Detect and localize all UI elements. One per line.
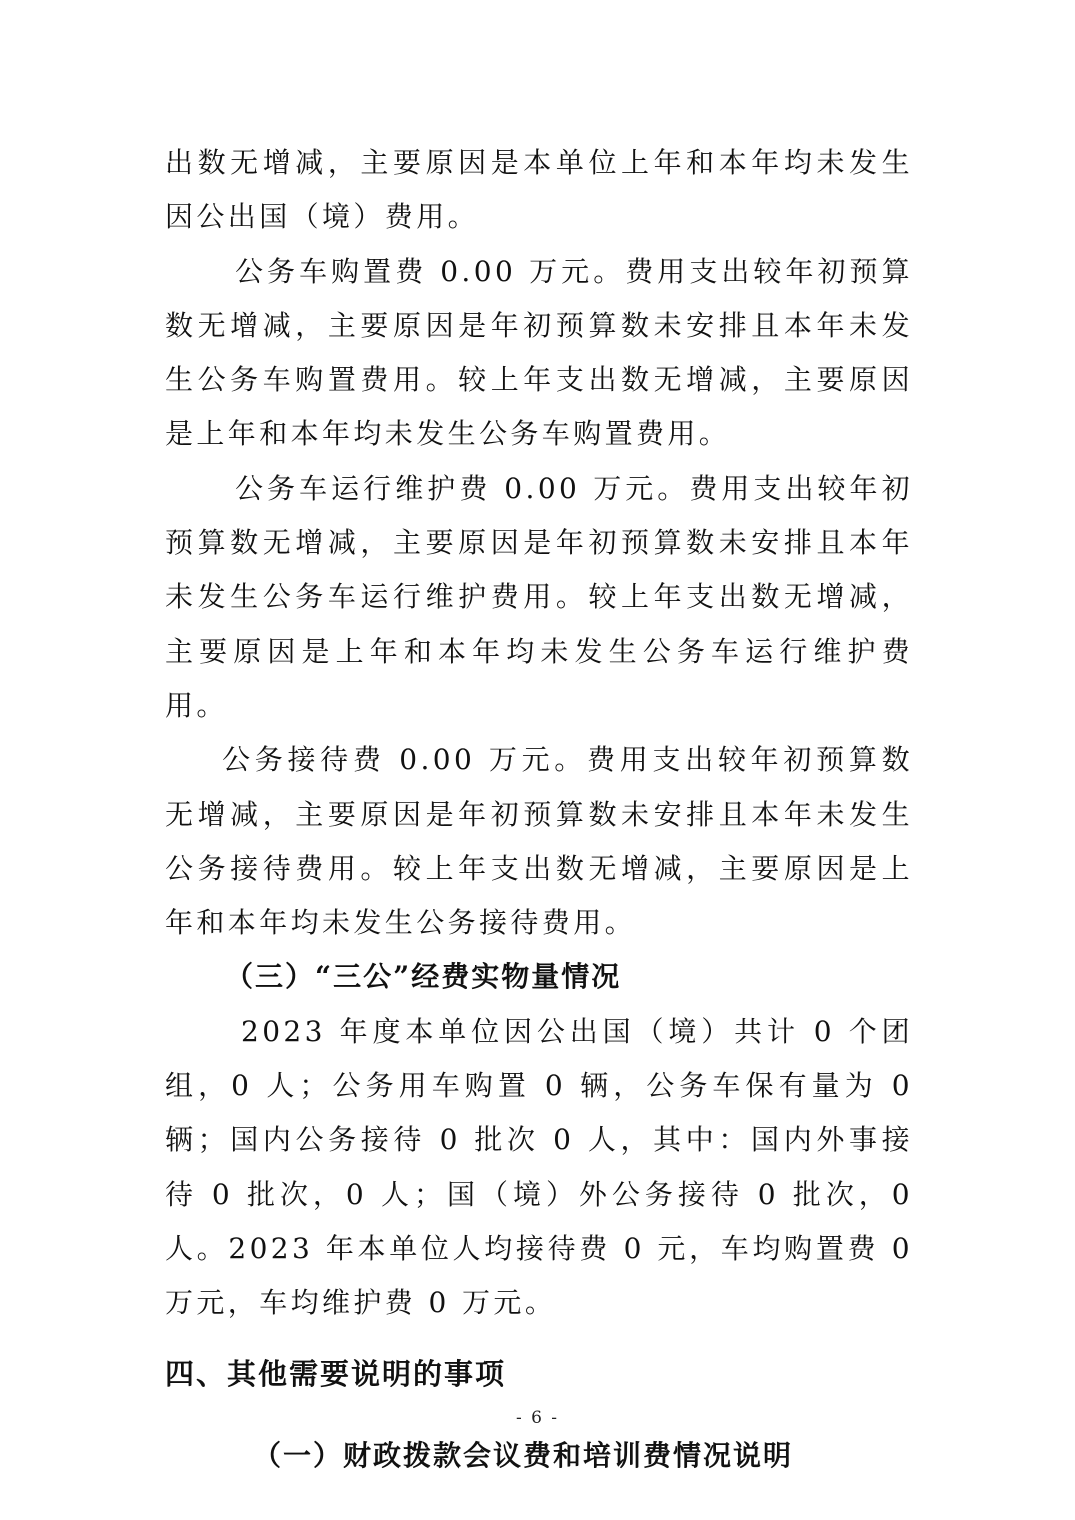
document-body bbox=[165, 136, 913, 1483]
section-three-heading: （三）“三公”经费实物量情况 bbox=[225, 960, 622, 994]
chapter-four-heading: 四、其他需要说明的事项 bbox=[165, 1356, 507, 1391]
paragraph-vehicle-purchase: 公务车购置费 0.00 万元。费用支出较年初预算数无增减，主要原因是年初预算数未安排且本年未发生公务车购置费用。较上年支出数无增减，主要原因是上年和本年均未发生公务车购置费用。 bbox=[165, 254, 913, 451]
subsection-one-heading: （一）财政拨款会议费和培训费情况说明 bbox=[253, 1438, 794, 1472]
paragraph-reception: 公务接待费 0.00 万元。费用支出较年初预算数无增减，主要原因是年初预算数未安排且本年未发生公务接待费用。较上年支出数无增减，主要原因是上年和本年均未发生公务接待费用。 bbox=[165, 743, 913, 940]
paragraph-vehicle-maintenance: 公务车运行维护费 0.00 万元。费用支出较年初预算数无增减，主要原因是年初预算数未安排且本年未发生公务车运行维护费用。较上年支出数无增减，主要原因是上年和本年均未发生公务车运行维护费用。 bbox=[165, 471, 913, 722]
page-number: - 6 - bbox=[515, 1408, 560, 1428]
paragraph-physical-quantity: 2023 年度本单位因公出国（境）共计 0 个团组，0 人；公务用车购置 0 辆，公务车保有量为 0 辆；国内公务接待 0 批次 0 人，其中：国内外事接待 0 批次，0 人；国（境）外公务接待 0 批次，0 人。2023 年本单位人均接待费 0 元，车均购置费 0 万元，车均维护费 0 万元。 bbox=[165, 1014, 913, 1320]
paragraph-overseas-continued: 出数无增减，主要原因是本单位上年和本年均未发生因公出国（境）费用。 bbox=[165, 146, 913, 234]
